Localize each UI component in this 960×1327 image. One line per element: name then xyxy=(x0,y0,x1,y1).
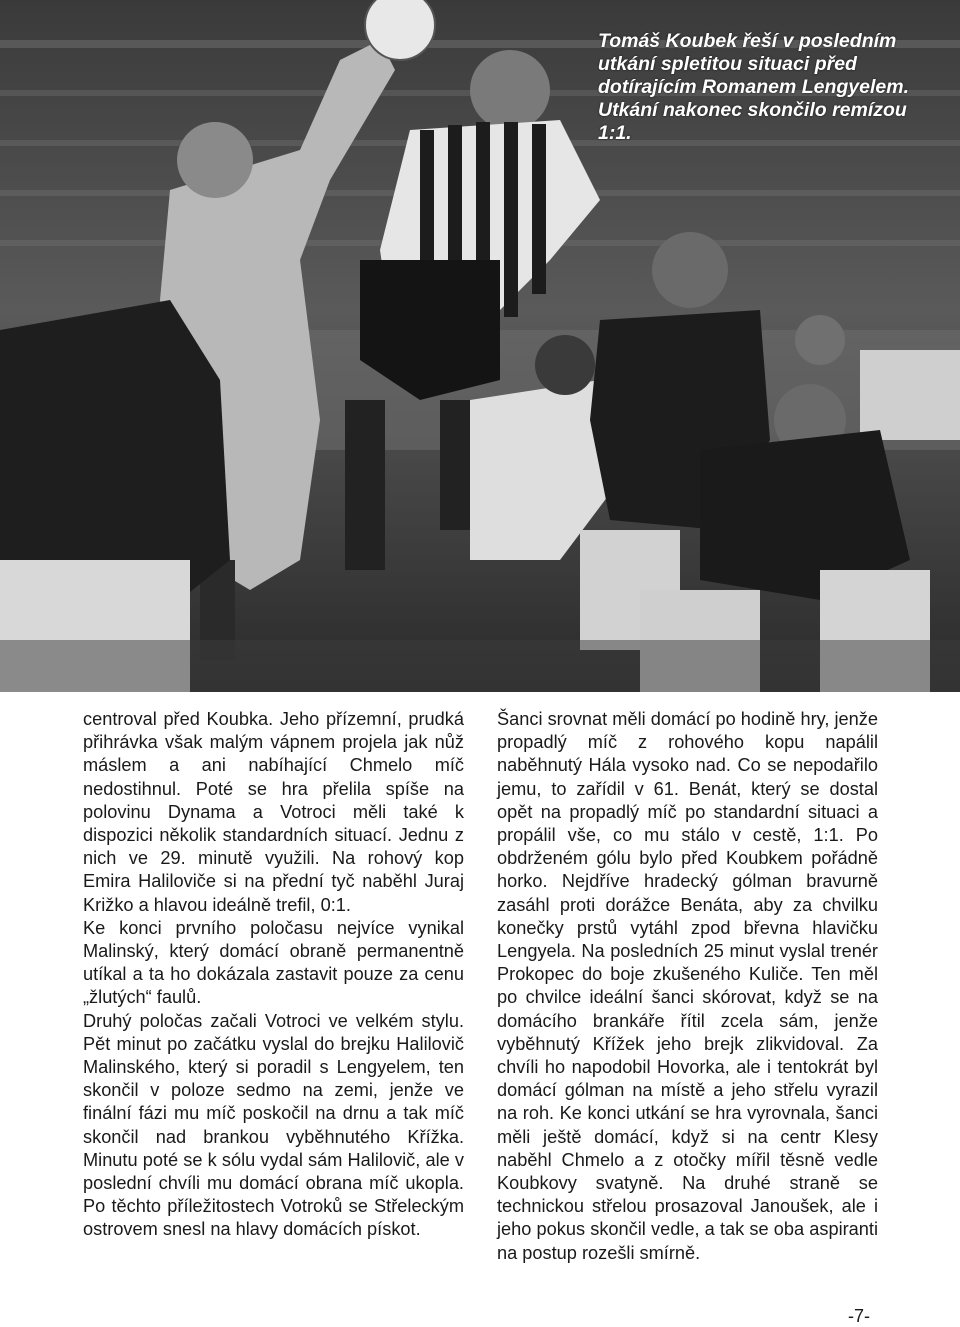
page-number: -7- xyxy=(848,1306,870,1326)
article-right-column xyxy=(497,708,878,1265)
paragraph: Šanci srovnat měli domácí po hodině hry, jenže propadlý míč z rohového kopu napálil naběhnutý Hála vysoko nad. Co se nepodařilo jemu, to zařídil v 61. Benát, který se dostal opět na propadlý míč po standardní situaci a propálil vše, co mu stálo v cestě, 1:1. Po obdrženém gólu bylo před Koubkem pořádně horko. Nejdříve hradecký gólman bravurně zasáhl proti dorážce Benáta, aby za chvilku konečky prstů vytáhl zpod břevna hlavičku Lengyela. Na posledních 25 minut vyslal trenér Prokopec do boje zkušeného Kuliče. Ten měl po chvilce ideální šanci skórovat, když se na domácího brankáře řítil zcela sám, jenže vyběhnutý Křížek jeho brejk zlikvidoval. Za chvíli ho napodobil Hovorka, ale i tentokrát byl domácí gólman na místě a jeho střelu vyrazil na roh. Ke konci utkání se hra vyrovnala, šanci měli ještě domácí, když si na centr Klesy naběhl Chmelo a z otočky mířil těsně vedle Koubkovy svatyně. Na druhé straně se technickou střelou prosazoval Janoušek, ale i jeho pokus skončil vedle, a tak se oba aspiranti na postup rozešli smírně. xyxy=(497,709,878,1263)
paragraph: Druhý poločas začali Votroci ve velkém stylu. Pět minut po začátku vyslal do brejku Halilovič Malinského, který si poradil s Lengyelem, ten skončil v poloze sedmo na zemi, jenže ve finální fázi mu míč poskočil na drnu a tak míč skončil nad brankou vyběhnutého Křížka. Minutu poté se k sólu vydal sám Halilovič, ale v poslední chvíli mu domácí obrana míč ukopla. Po těchto příležitostech Votroků se Střeleckým ostrovem snesl na hlavy domácích pískot. xyxy=(83,1010,464,1240)
paragraph: centroval před Koubka. Jeho přízemní, prudká přihrávka však malým vápnem projela jak nůž máslem a ani nabíhající Chmelo míč nedostihnul. Poté se hra přelila spíše na polovinu Dynama a Votroci měli také k dispozici několik standardních situací. Jednu z nich ve 29. minutě využili. Na rohový kop Emira Haliloviče si na přední tyč naběhl Juraj Križko a hlavou ideálně trefil, 0:1. xyxy=(83,709,464,915)
photo-caption: Tomáš Koubek řeší v posledním utkání spletitou situaci před dotírajícím Romanem Lengyelem. Utkání nakonec skončilo remízou 1:1. xyxy=(598,30,910,144)
article-left-column xyxy=(83,708,464,1242)
paragraph: Ke konci prvního poločasu nejvíce vynikal Malinský, který domácí obraně permanentně utíkal a ta ho dokázala zastavit pouze za cenu „žlutých“ faulů. xyxy=(83,917,464,1008)
